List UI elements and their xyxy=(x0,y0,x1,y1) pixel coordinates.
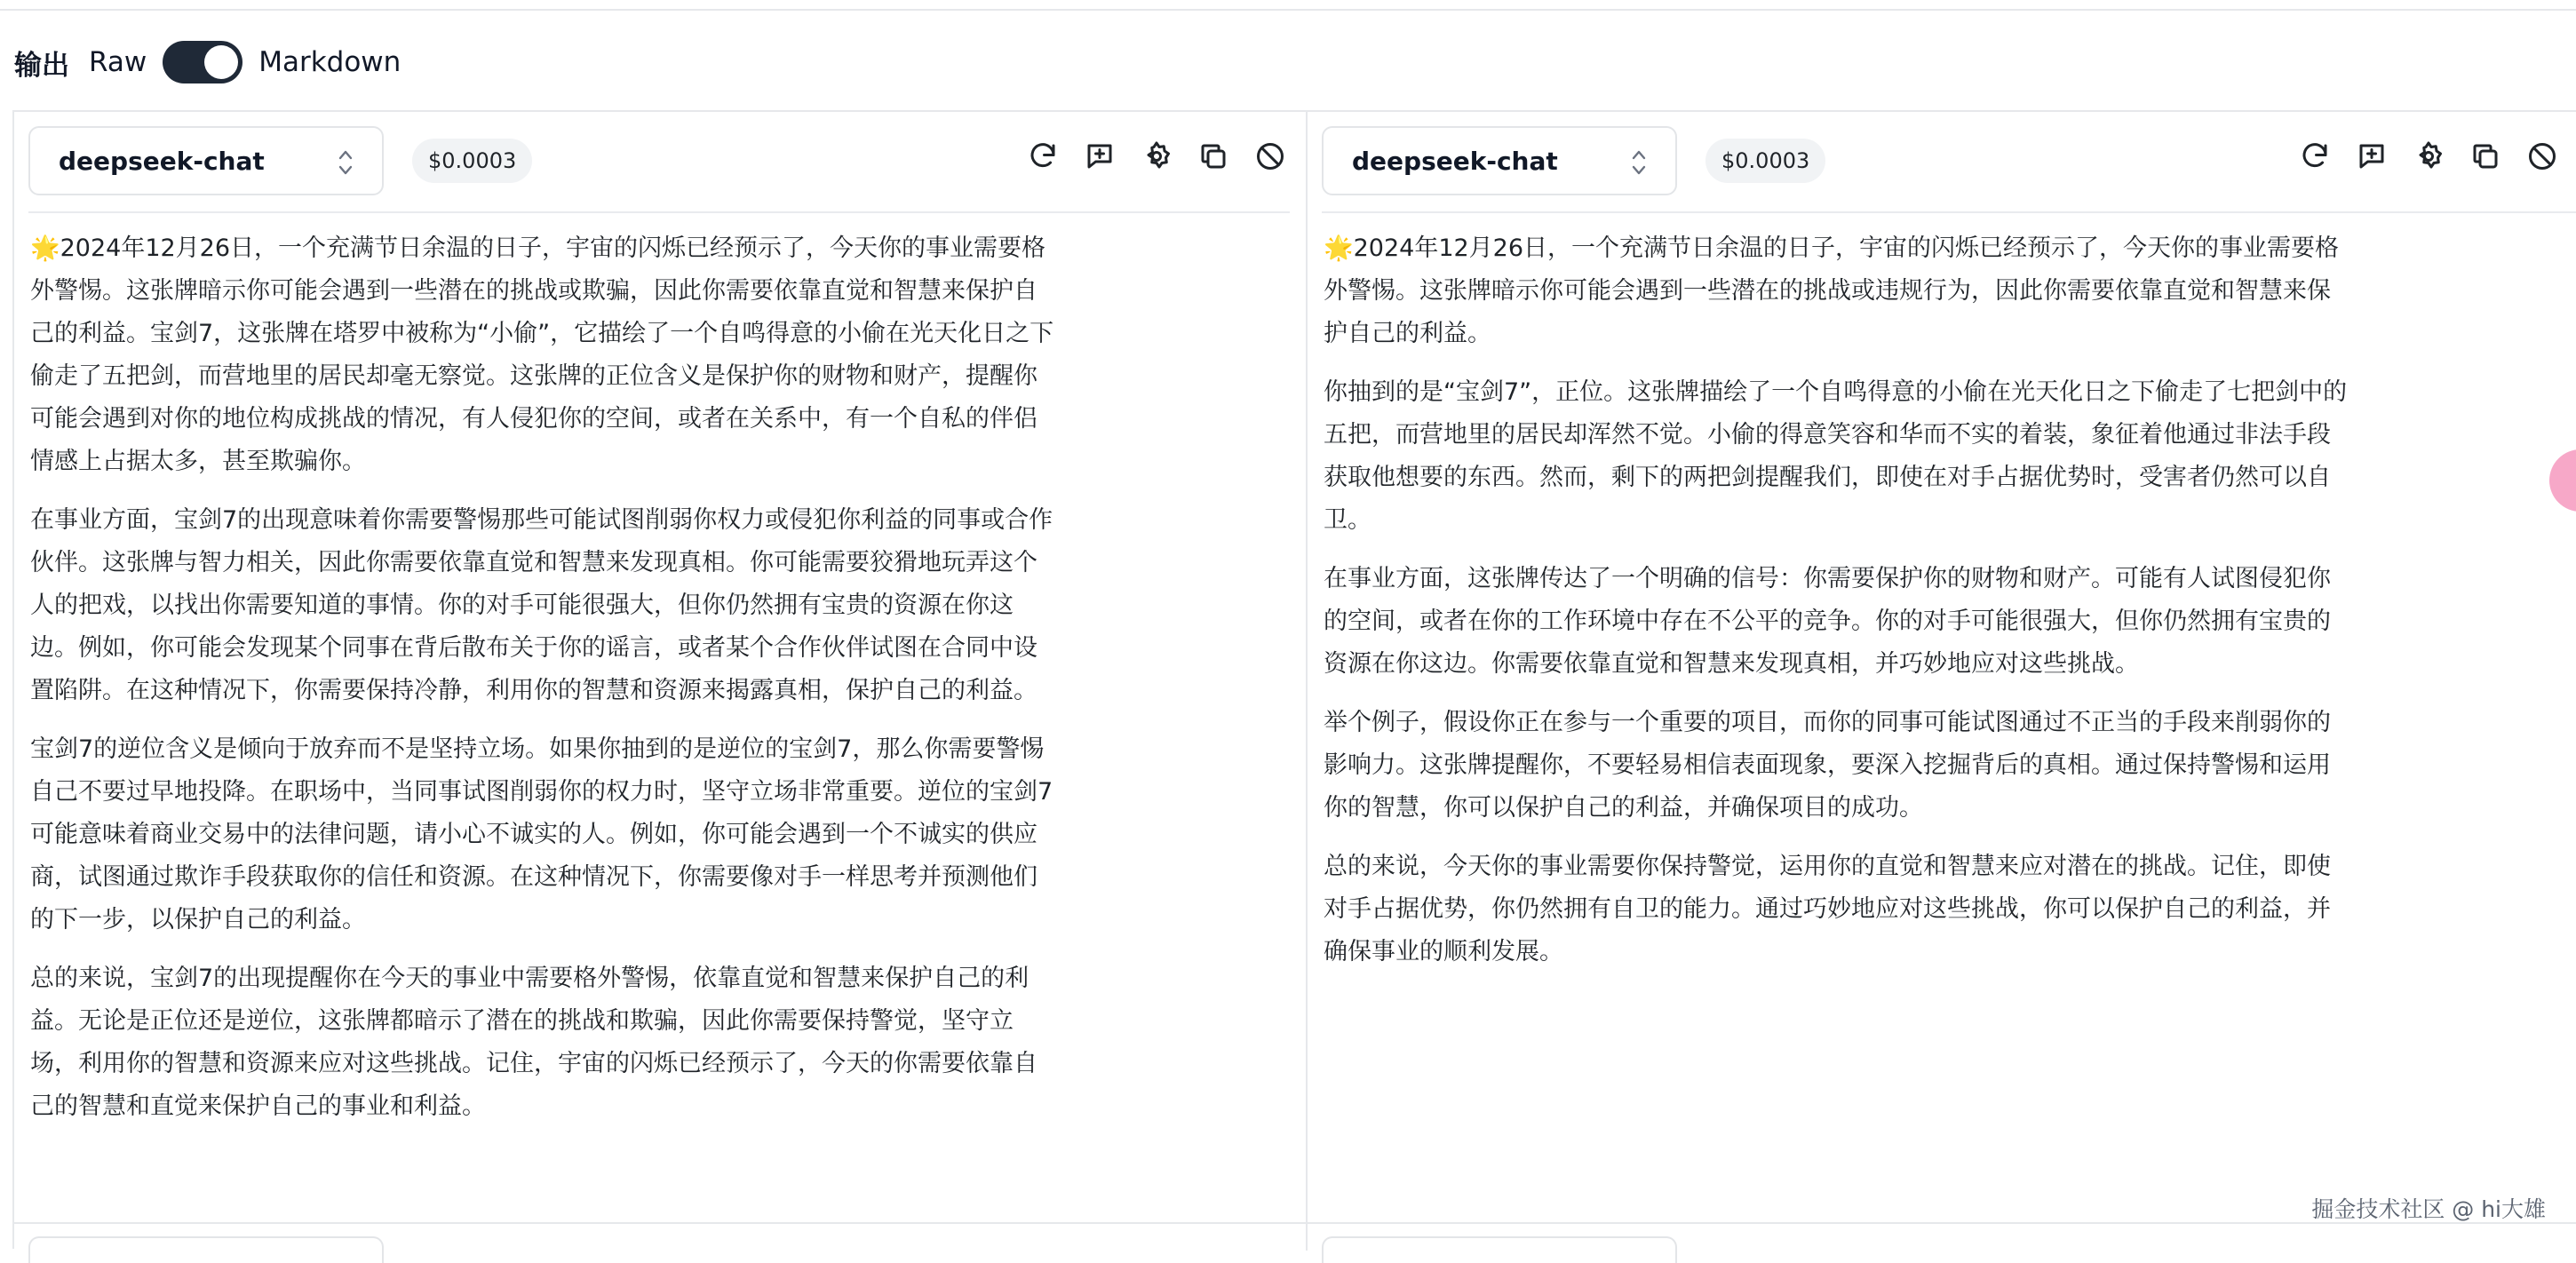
chevron-up-down-icon xyxy=(1631,147,1647,178)
response-body xyxy=(1324,227,2354,989)
toolbar-divider xyxy=(1322,211,2576,213)
response-paragraph: 你抽到的是“宝剑7”，正位。这张牌描绘了一个自鸣得意的小偷在光天化日之下偷走了七把剑中的五把，而营地里的居民却浑然不觉。小偷的得意笑容和华而不实的着装，象征着他通过非法手段获取他想要的东西。然而，剩下的两把剑提醒我们，即使在对手占据优势时，受害者仍然可以自卫。 xyxy=(1324,378,2348,534)
toolbar-divider xyxy=(28,211,1290,213)
panel-toolbar xyxy=(1322,126,2576,195)
top-divider xyxy=(0,0,2576,11)
response-paragraph: 在事业方面，宝剑7的出现意味着你需要警惕那些可能试图削弱你权力或侵犯你利益的同事或合作伙伴。这张牌与智力相关，因此你需要依靠直觉和智慧来发现真相。你可能需要狡猾地玩弄这个人的把戏，以找出你需要知道的事情。你的对手可能很强大，但你仍然拥有宝贵的资源在你这边。例如，你可能会发现某个同事在背后散布关于你的谣言，或者某个合作伙伴试图在合同中设置陷阱。在这种情况下，你需要保持冷静，利用你的智慧和资源来揭露真相，保护自己的利益。 xyxy=(30,506,1053,704)
raw-label[interactable]: Raw xyxy=(89,46,147,78)
copy-icon[interactable] xyxy=(2468,139,2503,174)
response-paragraph: 举个例子，假设你正在参与一个重要的项目，而你的同事可能试图通过不正当的手段来削弱你的影响力。这张牌提醒你，不要轻易相信表面现象，要深入挖掘背后的真相。通过保持警惕和运用你的智慧，你可以保护自己的利益，并确保项目的成功。 xyxy=(1324,709,2331,822)
comment-plus-icon[interactable] xyxy=(1082,139,1117,174)
panel-actions xyxy=(1025,139,1288,174)
chevron-up-down-icon xyxy=(338,147,354,178)
model-select[interactable] xyxy=(28,126,384,195)
watermark: 掘金技术社区 @ hi大雄 xyxy=(2311,1196,2546,1222)
comment-plus-icon[interactable] xyxy=(2354,139,2389,174)
response-paragraph: 🌟2024年12月26日，一个充满节日余温的日子，宇宙的闪烁已经预示了，今天你的事业需要格外警惕。这张牌暗示你可能会遇到一些潜在的挑战或欺骗，因此你需要依靠直觉和智慧来保护自己的利益。宝剑7，这张牌在塔罗中被称为“小偷”，它描绘了一个自鸣得意的小偷在光天化日之下偷走了五把剑，而营地里的居民却毫无察觉。这张牌的正位含义是保护你的财物和财产，提醒你可能会遇到对你的地位构成挑战的情况，有人侵犯你的空间，或者在关系中，有一个自私的伴侣情感上占据太多，甚至欺骗你。 xyxy=(30,234,1054,475)
output-panel-right xyxy=(1308,112,2576,1251)
response-paragraph: 总的来说，今天你的事业需要你保持警觉，运用你的直觉和智慧来应对潜在的挑战。记住，即使对手占据优势，你仍然拥有自卫的能力。通过巧妙地应对这些挑战，你可以保护自己的利益，并确保事业的顺利发展。 xyxy=(1324,853,2331,965)
output-panel-left xyxy=(14,112,1308,1251)
model-name: deepseek-chat xyxy=(59,146,265,176)
refresh-icon[interactable] xyxy=(1025,139,1061,174)
raw-markdown-toggle[interactable] xyxy=(163,41,242,83)
copy-icon[interactable] xyxy=(1196,139,1231,174)
refresh-icon[interactable] xyxy=(2297,139,2333,174)
output-header xyxy=(14,36,401,89)
panel-actions xyxy=(2297,139,2560,174)
toggle-knob xyxy=(204,45,238,79)
cost-badge: $0.0003 xyxy=(1705,139,1825,183)
model-name: deepseek-chat xyxy=(1352,146,1558,176)
response-paragraph: 总的来说，宝剑7的出现提醒你在今天的事业中需要格外警惕，依靠直觉和智慧来保护自己的利益。无论是正位还是逆位，这张牌都暗示了潜在的挑战和欺骗，因此你需要保持警觉，坚守立场，利用你的智慧和资源来应对这些挑战。记住，宇宙的闪烁已经预示了，今天的你需要依靠自己的智慧和直觉来保护自己的事业和利益。 xyxy=(30,965,1038,1120)
response-body xyxy=(30,227,1061,1144)
gear-icon[interactable] xyxy=(2411,139,2446,174)
panel-bottom-divider xyxy=(14,1222,1308,1224)
output-title: 输出 xyxy=(14,49,69,82)
output-panels xyxy=(12,110,2576,1249)
gear-icon[interactable] xyxy=(1139,139,1174,174)
next-model-select[interactable] xyxy=(28,1236,384,1263)
ban-icon[interactable] xyxy=(2524,139,2560,174)
cost-badge: $0.0003 xyxy=(412,139,532,183)
response-paragraph: 在事业方面，这张牌传达了一个明确的信号：你需要保护你的财物和财产。可能有人试图侵犯你的空间，或者在你的工作环境中存在不公平的竞争。你的对手可能很强大，但你仍然拥有宝贵的资源在你这边。你需要依靠直觉和智慧来发现真相，并巧妙地应对这些挑战。 xyxy=(1324,565,2331,678)
ban-icon[interactable] xyxy=(1252,139,1288,174)
markdown-label[interactable]: Markdown xyxy=(258,46,402,78)
response-paragraph: 宝剑7的逆位含义是倾向于放弃而不是坚持立场。如果你抽到的是逆位的宝剑7，那么你需要警惕自己不要过早地投降。在职场中，当同事试图削弱你的权力时，坚守立场非常重要。逆位的宝剑7可能意味着商业交易中的法律问题，请小心不诚实的人。例如，你可能会遇到一个不诚实的供应商，试图通过欺诈手段获取你的信任和资源。在这种情况下，你需要像对手一样思考并预测他们的下一步，以保护自己的利益。 xyxy=(30,735,1053,933)
response-paragraph: 🌟2024年12月26日，一个充满节日余温的日子，宇宙的闪烁已经预示了，今天你的事业需要格外警惕。这张牌暗示你可能会遇到一些潜在的挑战或违规行为，因此你需要依靠直觉和智慧来保护自己的利益。 xyxy=(1324,234,2340,347)
model-select[interactable] xyxy=(1322,126,1677,195)
panel-toolbar xyxy=(28,126,1306,195)
next-model-select[interactable] xyxy=(1322,1236,1677,1263)
